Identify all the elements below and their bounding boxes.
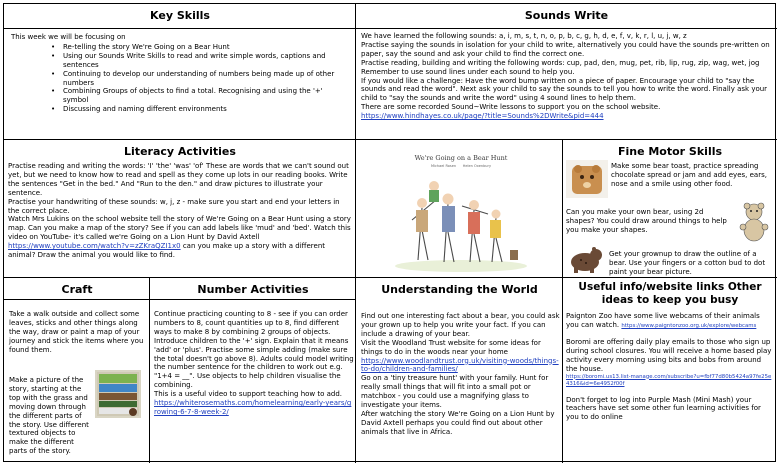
world-title: Understanding the World bbox=[381, 283, 538, 296]
key-skills-intro: This week we will be focusing on bbox=[11, 33, 126, 41]
bear-toast-photo bbox=[566, 160, 608, 198]
fine-motor-para: Make some bear toast, practice spreading chocolate spread or jam and add eyes, ears, nose and a smile using other food. bbox=[611, 162, 767, 188]
key-skills-list bbox=[11, 43, 349, 114]
craft-divider bbox=[4, 299, 150, 300]
boromi-link[interactable]: https://boromi.us13.list-manage.com/subscribe?u=fbf77d80b5424a97fe25e4316&id=6e4952f00f bbox=[566, 373, 772, 387]
sounds-write-link[interactable]: https://www.hindhayes.co.uk/page/?title=Sounds%2DWrite&pid=444 bbox=[361, 112, 604, 121]
literacy-body bbox=[8, 162, 353, 260]
book-authors: Michael Rosen Helen Oxenbury bbox=[430, 164, 492, 168]
literacy-youtube-link[interactable]: https://www.youtube.com/watch?v=zZKraQZI1x0 bbox=[8, 242, 181, 251]
craft-title: Craft bbox=[61, 283, 93, 296]
number-para: Continue practicing counting to 8 - see if you can order numbers to 8, count quantities up to 8, find different ways to make 8 by combining 2 groups of objects. bbox=[154, 310, 348, 336]
world-para: Go on a 'tiny treasure hunt' with your family. Hunt for really small things that will fit into a small pot or matchbox - you could use a magnifying glass to investigate your items. bbox=[361, 374, 549, 410]
craft-para: Take a walk outside and collect some leaves, sticks and other things along the way, draw or paint a map of your journey and stick the items where you found them. bbox=[9, 310, 144, 354]
key-skill-item: • Combining Groups of objects to find a total. Recognising and using the '+' symbol bbox=[11, 87, 349, 105]
white-rose-link[interactable]: https://whiterosemaths.com/homelearning/early-years/growing-6-7-8-week-2/ bbox=[154, 399, 352, 416]
useful-para: Don't forget to log into Purple Mash (Mini Mash) your teachers have set some other fun learning activities for you to do online bbox=[566, 395, 761, 422]
key-skill-item: • Re-telling the story We're Going on a Bear Hunt bbox=[11, 43, 349, 52]
fine-motor-cell bbox=[563, 140, 777, 278]
literacy-title: Literacy Activities bbox=[124, 145, 236, 158]
world-para: After watching the story We're Going on a Lion Hunt by David Axtell perhaps you could find out about other animals that live in Africa. bbox=[361, 409, 555, 436]
fine-motor-para: Get your grownup to draw the outline of a bear. Use your fingers or a cotton bud to dot paint your bear picture. bbox=[609, 250, 766, 276]
literacy-cell bbox=[4, 140, 356, 278]
useful-para: Paignton Zoo have some live webcams of their animals you can watch. bbox=[566, 312, 760, 329]
sounds-write-cell bbox=[356, 4, 777, 140]
number-divider bbox=[150, 299, 356, 300]
key-skill-item: • Using our Sounds Write Skills to read and write simple words, captions and sentences bbox=[11, 52, 349, 70]
fine-motor-title: Fine Motor Skills bbox=[617, 145, 723, 158]
family-walking-illustration bbox=[392, 170, 530, 274]
number-cell bbox=[150, 278, 356, 463]
woodland-trust-link[interactable]: https://www.woodlandtrust.org.uk/visiting-woods/things-to-do/children-and-families/ bbox=[361, 356, 559, 374]
paignton-zoo-link[interactable]: https://www.paigntonzoo.org.uk/explore/webcams bbox=[621, 322, 757, 329]
number-para: Introduce children to the '+' sign. Explain that it means 'add' or 'plus'. Practise some simple adding (make sure the total doesn't go above 8). Adults could model writing the number sentence for the children to work out e.g. "1+4 = __". Use objects to help children visualise the combining. bbox=[154, 336, 354, 390]
useful-cell bbox=[563, 278, 777, 463]
key-skill-item: • Continuing to develop our understanding of numbers being made up of other numbers bbox=[11, 70, 349, 88]
useful-para: Boromi are offering daily play emails to those who sign up during school closures. You will receive a home based play activity every morning using bits and bobs from around the house. bbox=[566, 337, 772, 373]
world-para: Find out one interesting fact about a bear, you could ask your grown up to help you write your fact. If you can include a drawing of your bear. bbox=[361, 312, 560, 338]
book-title: We're Going on a Bear Hunt bbox=[414, 154, 508, 162]
key-skills-divider bbox=[4, 28, 356, 29]
literacy-para: Practise reading and writing the words: 'I' 'the' 'was' 'of' These are words that we can't sound out yet, but we need to know how to read and spell as they come up lots in our reading books. Write the sentences "Get in the bed." And "Run to the den." and draw pictures to illustrate your sentence. bbox=[8, 162, 349, 197]
book-cover-cell bbox=[356, 140, 563, 278]
literacy-para: Practise your handwriting of these sounds: w, j, z - make sure you start and end your letters in the correct place. bbox=[8, 197, 340, 215]
number-title: Number Activities bbox=[197, 283, 309, 296]
craft-cell bbox=[4, 278, 150, 463]
home-learning-grid bbox=[3, 3, 776, 462]
sounds-write-line: There are some recorded Sound~Write lessons to support you on the school website. bbox=[361, 103, 661, 112]
bear-hunt-book-cover bbox=[392, 146, 530, 274]
sounds-write-line: Practise reading, building and writing the following words: cup, pad, den, mug, pet, rib, lip, rug, zip, wag, wet, jog bbox=[361, 58, 760, 67]
dot-painted-bear-picture bbox=[566, 244, 604, 274]
sounds-write-line: We have learned the following sounds: a, i, m, s, t, n, o, p, b, c, g, h, d, e, f, v, k, r, l, u, j, w, z bbox=[361, 32, 687, 40]
world-cell bbox=[356, 278, 563, 463]
sounds-write-title: Sounds Write bbox=[524, 9, 609, 22]
sounds-write-divider bbox=[356, 28, 777, 29]
sounds-write-body bbox=[361, 32, 773, 121]
key-skills-cell bbox=[4, 4, 356, 140]
world-para: Visit the Woodland Trust website for some ideas for things to do in the woods near your home bbox=[361, 338, 541, 356]
number-body bbox=[154, 310, 354, 417]
number-para: This is a useful video to support teaching how to add. bbox=[154, 390, 343, 399]
shape-bear-picture bbox=[735, 200, 773, 244]
useful-title: Useful info/website links Other ideas to keep you busy bbox=[578, 281, 762, 306]
useful-body bbox=[566, 312, 774, 422]
sounds-write-line: If you would like a challenge: Have the word bump written on a piece of paper. Encourage your child to "say the sounds and read the word". Next ask your child to say the sounds to tell you how to write the word. Finally ask your child to "say the sounds and write the word" using 4 sound lines to help them. bbox=[361, 76, 768, 103]
key-skills-title: Key Skills bbox=[150, 9, 210, 22]
key-skill-item: • Discussing and naming different environments bbox=[11, 105, 349, 114]
fine-motor-para: Can you make your own bear, using 2d shapes? You could draw around things to help you make your shapes. bbox=[566, 208, 727, 234]
craft-para: Make a picture of the story, starting at the top with the grass and moving down through the different parts of the story. Use different textured objects to make the different parts of the story. bbox=[9, 376, 89, 456]
sounds-write-line: Practise saying the sounds in isolation for your child to write, alternatively you could have the sounds pre-written on paper, say the sound and ask your child to find the correct one. bbox=[361, 40, 770, 58]
literacy-para: can you make up a story with a different animal? Draw the animal you would like to find. bbox=[8, 242, 326, 260]
world-body bbox=[361, 312, 561, 437]
literacy-para: Watch Mrs Lukins on the school website tell the story of We're Going on a Bear Hunt using a story map. Can you make a map of the story? See if you can add labels like 'mud' and 'bed'. Watch this video on YouTube- it's called we're Going on a Lion Hunt by David Axtell bbox=[8, 215, 351, 242]
story-picture-photo bbox=[95, 370, 141, 418]
sounds-write-line: Remember to use sound lines under each sound to help you. bbox=[361, 67, 575, 76]
key-skills-body bbox=[11, 33, 349, 114]
